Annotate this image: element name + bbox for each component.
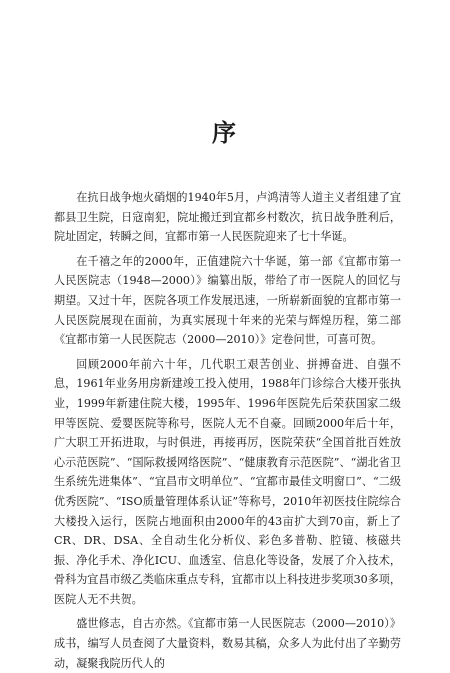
body-text bbox=[54, 188, 401, 673]
paragraph: 回顾2000年前六十年，几代职工艰苦创业、拼搏奋进、自强不息，1961年业务用房新建竣工投入使用，1988年门诊综合大楼开张执业，1999年新建住院大楼，1995年、1996年医院先后荣获国家二级甲等医院、爱婴医院等称号，医院人无不自豪。回顾2000年后十年，广大职工开拓进取，与时俱进，再接再厉，医院荣获“全国首批百姓放心示范医院”、“国际救援网络医院”、“健康教育示范医院”、“湖北省卫生系统先进集体”、“宜昌市文明单位”、“宜都市最佳文明窗口”、“二级优秀医院”、“ISO质量管理体系认证”等称号，2010年初医技住院综合大楼投入运行，医院占地面积由2000年的43亩扩大到70亩，新上了CR、DR、DSA、全自动生化分析仪、彩色多普勒、腔镜、核磁共振、净化手术、净化ICU、血透室、信息化等设备，发展了介入技术，骨科为宜昌市级乙类临床重点专科，宜都市以上科技进步奖项30多项，医院人无不共贺。 bbox=[54, 357, 401, 606]
paragraph: 盛世修志，自古亦然。《宜都市第一人民医院志（2000—2010）》成书，编写人员查阅了大量资料，数易其稿，众多人为此付出了辛勤劳动，凝聚我院历代人的 bbox=[54, 617, 401, 670]
paragraph: 在抗日战争炮火硝烟的1940年5月，卢鸿清等人道主义者组建了宜都县卫生院，日寇南犯，院址搬迁到宜都乡村数次，抗日战争胜利后，院址固定，转瞬之间，宜都市第一人民医院迎来了七十华诞。 bbox=[54, 191, 401, 244]
page-title: 序 bbox=[212, 118, 238, 147]
paragraph: 在千禧之年的2000年，正值建院六十华诞，第一部《宜都市第一人民医院志（1948—2000）》编纂出版，带给了市一医院人的回忆与期望。又过十年，医院各项工作发展迅速，一所崭新面貌的宜都市第一人民医院展现在面前，为真实展现十年来的光荣与辉煌历程，第二部《宜都市第一人民医院志（2000—2010）》定卷问世，可喜可贺。 bbox=[54, 254, 401, 347]
